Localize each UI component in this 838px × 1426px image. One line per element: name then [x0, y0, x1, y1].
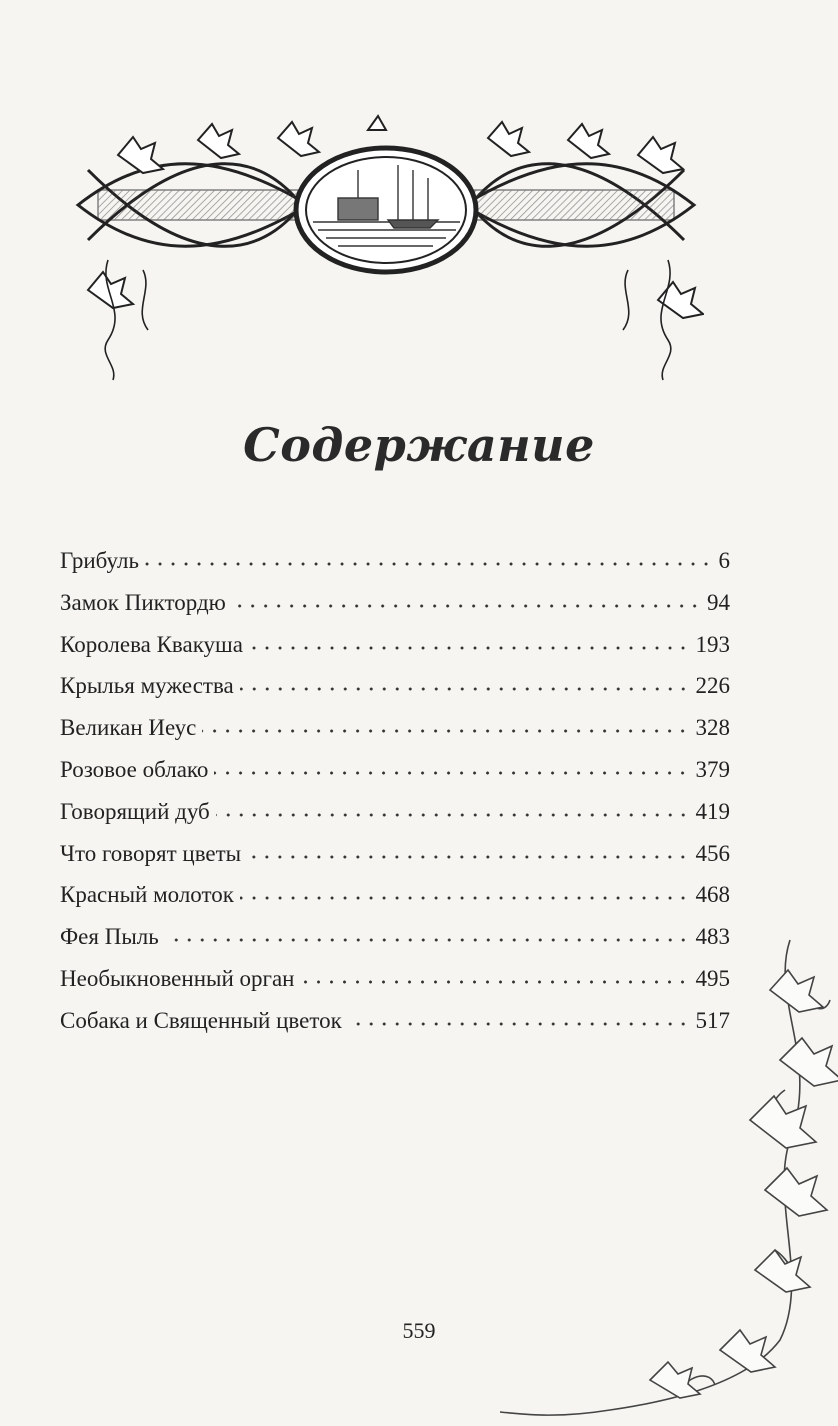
toc-entry-page: 328 — [695, 715, 730, 741]
toc-leader-dots — [145, 562, 713, 566]
toc-leader-dots — [249, 646, 690, 650]
toc-leader-dots — [240, 896, 690, 900]
toc-entry-page: 419 — [695, 798, 730, 824]
toc-entry-page: 468 — [695, 882, 730, 908]
toc-entry-title: Собака и Священный цветок — [60, 1007, 342, 1033]
toc-entry-title: Необыкновенный орган — [60, 965, 295, 991]
toc-entry-title: Грибуль — [60, 548, 139, 573]
toc-leader-dots — [247, 855, 689, 859]
toc-entry-page: 94 — [707, 589, 730, 615]
toc-entry-title: Говорящий дуб — [60, 798, 210, 824]
toc-entry-page: 517 — [695, 1007, 730, 1033]
toc-entry — [60, 799, 730, 841]
toc-leader-dots — [240, 687, 690, 691]
toc-entry-title: Что говорят цветы — [60, 840, 242, 866]
toc-entry — [60, 590, 730, 632]
toc-leader-dots — [216, 813, 690, 817]
toc-entry-title: Крылья мужества — [60, 673, 234, 699]
toc-entry-page: 6 — [718, 548, 730, 573]
toc-leader-dots — [232, 604, 701, 608]
page-title: Содержание — [243, 418, 595, 472]
toc-entry — [60, 757, 730, 799]
page-number: 559 — [402, 1318, 436, 1343]
toc-entry — [60, 632, 730, 674]
toc-entry — [60, 882, 730, 924]
corner-vine-icon — [500, 930, 838, 1426]
toc-entry-title: Замок Пиктордю — [60, 589, 226, 615]
header-ornament-icon — [68, 110, 704, 382]
toc-entry — [60, 673, 730, 715]
toc-entry-page: 483 — [695, 924, 730, 950]
toc-entry-title: Великан Иеус — [60, 715, 197, 741]
toc-leader-dots — [214, 771, 689, 775]
toc-entry-title: Фея Пыль — [60, 924, 159, 950]
toc-entry-title: Розовое облако — [60, 756, 209, 782]
toc-entry — [60, 548, 730, 590]
toc-entry-title: Красный молоток — [60, 882, 234, 908]
toc-entry-page: 193 — [695, 631, 730, 657]
toc-entry-page: 495 — [695, 965, 730, 991]
toc-entry-page: 379 — [695, 756, 730, 782]
toc-entry-page: 456 — [695, 840, 730, 866]
toc-entry-page: 226 — [695, 673, 730, 699]
toc-leader-dots — [202, 729, 689, 733]
toc-entry — [60, 715, 730, 757]
toc-entry — [60, 841, 730, 883]
toc-entry-title: Королева Квакуша — [60, 631, 243, 657]
